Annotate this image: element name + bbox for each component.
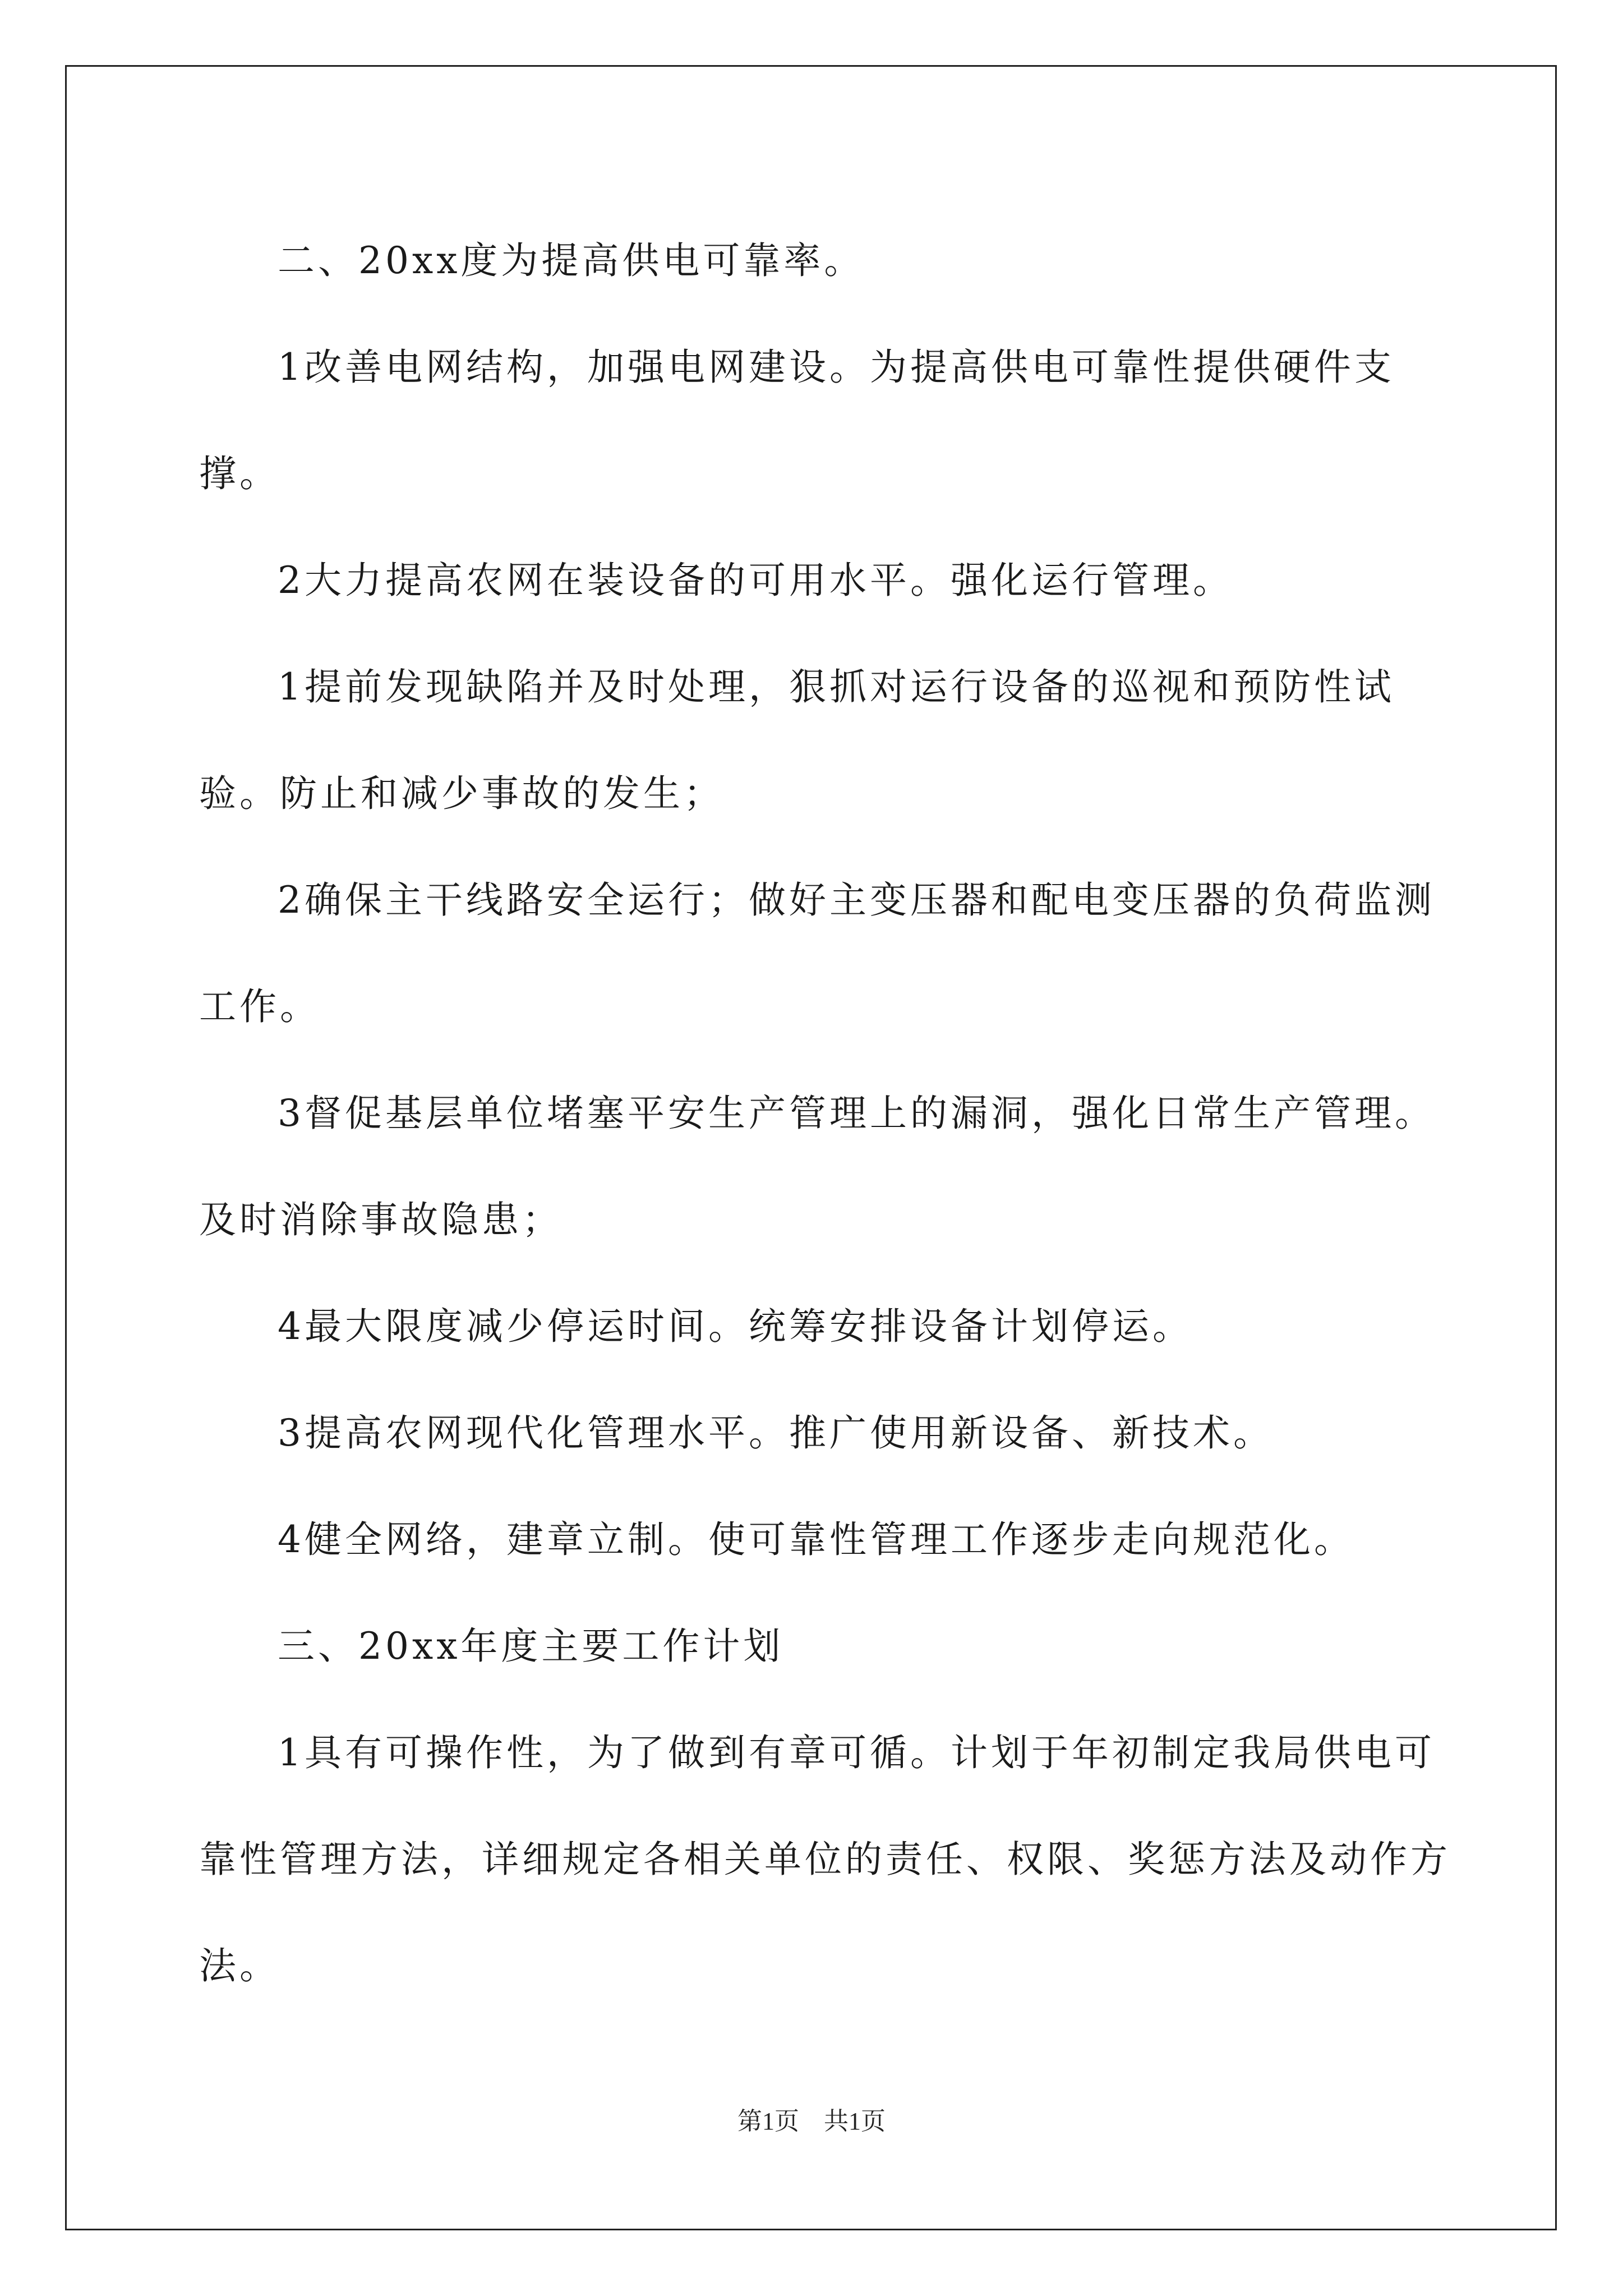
paragraph: 1具有可操作性，为了做到有章可循。计划于年初制定我局供电可靠性管理方法，详细规定各相关单位的责任、权限、奖惩方法及动作方法。 <box>199 1731 1451 1987</box>
paragraph: 三、20xx年度主要工作计划 <box>278 1625 784 1668</box>
document-body <box>199 208 1461 2019</box>
paragraph: 2大力提高农网在装设备的可用水平。强化运行管理。 <box>278 559 1233 602</box>
paragraph: 4最大限度减少停运时间。统筹安排设备计划停运。 <box>278 1305 1193 1348</box>
paragraph: 1改善电网结构，加强电网建设。为提高供电可靠性提供硬件支撑。 <box>199 346 1395 495</box>
paragraph: 3提高农网现代化管理水平。推广使用新设备、新技术。 <box>278 1411 1274 1455</box>
paragraph: 4健全网络，建章立制。使可靠性管理工作逐步走向规范化。 <box>278 1518 1354 1561</box>
page-footer: 第1页 共1页 <box>737 2108 886 2135</box>
paragraph: 1提前发现缺陷并及时处理，狠抓对运行设备的巡视和预防性试验。防止和减少事故的发生； <box>199 665 1395 815</box>
paragraph: 2确保主干线路安全运行；做好主变压器和配电变压器的负荷监测工作。 <box>199 878 1435 1028</box>
paragraph: 二、20xx度为提高供电可靠率。 <box>278 239 865 282</box>
paragraph: 3督促基层单位堵塞平安生产管理上的漏洞，强化日常生产管理。及时消除事故隐患； <box>199 1092 1435 1241</box>
